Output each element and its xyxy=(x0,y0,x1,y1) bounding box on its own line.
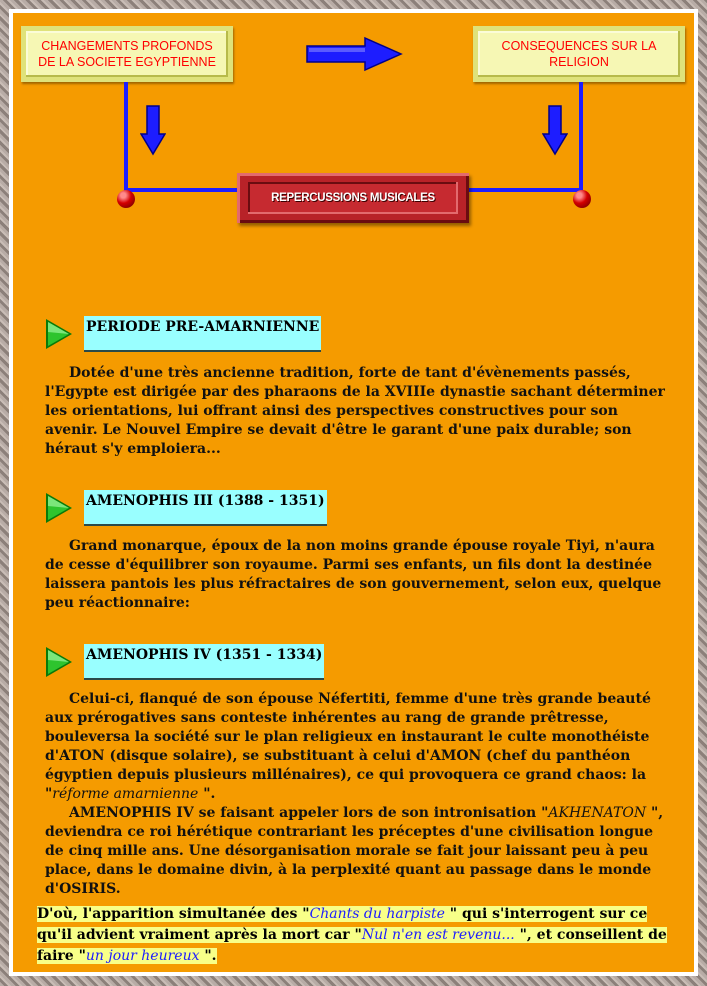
green-triangle-bullet-icon xyxy=(44,492,74,524)
paragraph-text: AMENOPHIS IV se faisant appeler lors de son intronisation " xyxy=(69,805,549,821)
section-heading: PERIODE PRE-AMARNIENNE xyxy=(84,316,321,352)
paragraph-text: Celui-ci, flanqué de son épouse Néfertiti, femme d'une très grande beauté aux prérogatives sans conteste inhérentes au rang de grande prêtresse, bouleversa la société sur le plan religieux en instaurant le culte monothéiste d'ATON (disque solaire), se substituant à celui d'AMON (chef du panthéon égyptien depuis plusieurs millénaires), ce qui provoquera ce grand chaos: la " xyxy=(45,691,651,802)
connector-right-vertical xyxy=(579,82,583,200)
paragraph-text: ", deviendra ce roi hérétique contrariant les préceptes d'une civilisation longue de cinq mille ans. Une désorganisation morale se fait jour laissant peu à peu place, dans le domaine divin, à la perplexité quant au passage dans le monde d'OSIRIS. xyxy=(45,805,664,897)
connector-right-horizontal xyxy=(466,188,580,192)
box-religion xyxy=(473,26,685,82)
conclusion-text: D'où, l'apparition simultanée des " xyxy=(37,906,310,922)
box-religion-line2: RELIGION xyxy=(549,55,609,69)
arrow-right-icon xyxy=(305,36,403,72)
green-triangle-bullet-icon xyxy=(44,318,74,350)
akhenaton-italic: AKHENATON xyxy=(548,805,647,821)
reforme-amarnienne-italic: réforme amarnienne xyxy=(52,786,199,802)
un-jour-heureux-italic: un jour heureux xyxy=(85,948,200,964)
arrow-down-icon xyxy=(140,104,166,156)
repercussions-musicales-label: REPERCUSSIONS MUSICALES xyxy=(248,182,458,214)
section-paragraph xyxy=(45,690,675,804)
arrow-down-icon xyxy=(542,104,568,156)
section-heading: AMENOPHIS III (1388 - 1351) xyxy=(84,490,327,526)
section-paragraph xyxy=(45,804,675,899)
conclusion-text: ", et conseillent de faire " xyxy=(37,927,667,964)
box-societe xyxy=(21,26,233,82)
paragraph-text: ". xyxy=(198,786,216,802)
repercussions-musicales-button[interactable] xyxy=(237,173,469,223)
conclusion-paragraph xyxy=(37,904,671,967)
green-triangle-bullet-icon xyxy=(44,646,74,678)
connector-left-horizontal xyxy=(128,188,240,192)
section-paragraph: Grand monarque, époux de la non moins grande épouse royale Tiyi, n'aura de cesse d'équilibrer son royaume. Parmi ses enfants, un fils dont la destinée laissera pantois les plus réfractaires de son gouvernement, selon eux, quelque peu réactionnaire: xyxy=(45,538,662,611)
conclusion-text: ". xyxy=(199,948,217,964)
nul-nen-est-revenu-italic: Nul n'en est revenu... xyxy=(361,927,515,943)
section-heading: AMENOPHIS IV (1351 - 1334) xyxy=(84,644,324,680)
box-societe-line1: CHANGEMENTS PROFONDS xyxy=(41,39,213,53)
ball-icon xyxy=(573,190,591,208)
ball-icon xyxy=(117,190,135,208)
section-paragraph: Dotée d'une très ancienne tradition, forte de tant d'évènements passés, l'Egypte est dirigée par des pharaons de la XVIIIe dynastie sachant déterminer les orientations, lui offrant ainsi des perspectives constructives pour son avenir. Le Nouvel Empire se devait d'être le garant d'une paix durable; son héraut s'y emploiera... xyxy=(45,365,665,457)
conclusion-text: " qui s'interrogent sur ce qu'il advient vraiment après la mort car " xyxy=(37,906,648,943)
box-religion-line1: CONSEQUENCES SUR LA xyxy=(501,39,657,53)
box-societe-line2: DE LA SOCIETE EGYPTIENNE xyxy=(38,55,216,69)
connector-left-vertical xyxy=(124,82,128,200)
chants-du-harpiste-italic: Chants du harpiste xyxy=(309,906,445,922)
